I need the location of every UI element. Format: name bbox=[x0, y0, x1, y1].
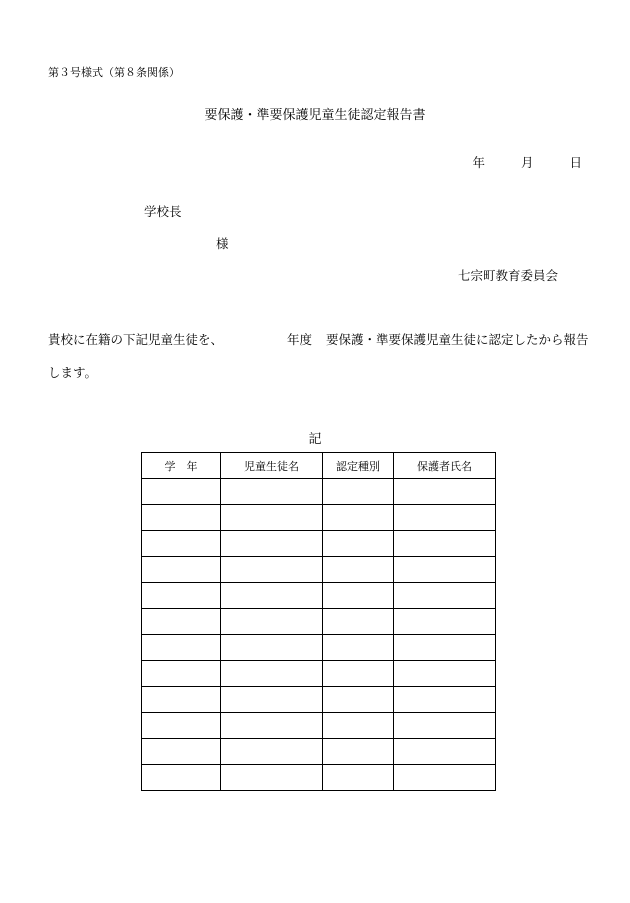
table-row bbox=[142, 505, 496, 531]
table-body bbox=[142, 479, 496, 791]
cell-certification-type bbox=[323, 739, 394, 765]
cell-certification-type bbox=[323, 765, 394, 791]
table-row bbox=[142, 557, 496, 583]
cell-grade bbox=[142, 583, 221, 609]
cell-student-name bbox=[221, 713, 323, 739]
body-text-line2: します。 bbox=[48, 365, 98, 380]
table-row bbox=[142, 531, 496, 557]
cell-grade bbox=[142, 557, 221, 583]
cell-guardian-name bbox=[394, 765, 496, 791]
header-certification-type: 認定種別 bbox=[323, 453, 394, 479]
cell-guardian-name bbox=[394, 739, 496, 765]
date-day-label: 日 bbox=[569, 155, 582, 170]
cell-student-name bbox=[221, 505, 323, 531]
date-year-label: 年 bbox=[472, 155, 485, 170]
cell-student-name bbox=[221, 609, 323, 635]
cell-student-name bbox=[221, 583, 323, 609]
table-row bbox=[142, 739, 496, 765]
document-title: 要保護・準要保護児童生徒認定報告書 bbox=[204, 108, 426, 123]
cell-guardian-name bbox=[394, 505, 496, 531]
cell-certification-type bbox=[323, 635, 394, 661]
cell-certification-type bbox=[323, 661, 394, 687]
cell-guardian-name bbox=[394, 713, 496, 739]
cell-grade bbox=[142, 765, 221, 791]
table-row bbox=[142, 687, 496, 713]
cell-guardian-name bbox=[394, 687, 496, 713]
sender: 七宗町教育委員会 bbox=[457, 268, 558, 283]
cell-certification-type bbox=[323, 609, 394, 635]
table-header-row bbox=[142, 453, 496, 479]
table-row bbox=[142, 609, 496, 635]
cell-guardian-name bbox=[394, 609, 496, 635]
cell-grade bbox=[142, 713, 221, 739]
body-text-part1: 貴校に在籍の下記児童生徒を、 bbox=[48, 332, 224, 347]
form-number: 第３号様式（第８条関係） bbox=[48, 66, 180, 79]
cell-student-name bbox=[221, 479, 323, 505]
cell-student-name bbox=[221, 765, 323, 791]
cell-grade bbox=[142, 505, 221, 531]
header-guardian-name: 保護者氏名 bbox=[394, 453, 496, 479]
cell-certification-type bbox=[323, 505, 394, 531]
honorific: 様 bbox=[216, 236, 229, 251]
body-year-label: 年度 bbox=[287, 332, 313, 347]
cell-student-name bbox=[221, 531, 323, 557]
header-student-name: 児童生徒名 bbox=[221, 453, 323, 479]
cell-guardian-name bbox=[394, 635, 496, 661]
table-row bbox=[142, 479, 496, 505]
body-text-part2: 要保護・準要保護児童生徒に認定したから報告 bbox=[326, 332, 589, 347]
cell-grade bbox=[142, 479, 221, 505]
cell-student-name bbox=[221, 635, 323, 661]
header-grade: 学 年 bbox=[142, 453, 221, 479]
cell-guardian-name bbox=[394, 583, 496, 609]
date-line bbox=[472, 153, 582, 171]
cell-grade bbox=[142, 609, 221, 635]
cell-guardian-name bbox=[394, 557, 496, 583]
cell-certification-type bbox=[323, 687, 394, 713]
table-row bbox=[142, 661, 496, 687]
date-month-label: 月 bbox=[520, 155, 534, 170]
body-text-line1 bbox=[48, 330, 589, 348]
cell-guardian-name bbox=[394, 479, 496, 505]
table-row bbox=[142, 713, 496, 739]
cell-student-name bbox=[221, 739, 323, 765]
addressee: 学校長 bbox=[144, 204, 182, 219]
cell-certification-type bbox=[323, 583, 394, 609]
ki-heading: 記 bbox=[308, 432, 322, 447]
cell-certification-type bbox=[323, 479, 394, 505]
cell-grade bbox=[142, 739, 221, 765]
cell-grade bbox=[142, 661, 221, 687]
cell-certification-type bbox=[323, 531, 394, 557]
records-table bbox=[141, 452, 496, 791]
cell-student-name bbox=[221, 557, 323, 583]
table-row bbox=[142, 635, 496, 661]
cell-guardian-name bbox=[394, 531, 496, 557]
cell-certification-type bbox=[323, 713, 394, 739]
table-row bbox=[142, 765, 496, 791]
cell-grade bbox=[142, 635, 221, 661]
cell-certification-type bbox=[323, 557, 394, 583]
cell-grade bbox=[142, 687, 221, 713]
table-row bbox=[142, 583, 496, 609]
cell-guardian-name bbox=[394, 661, 496, 687]
cell-student-name bbox=[221, 661, 323, 687]
cell-grade bbox=[142, 531, 221, 557]
cell-student-name bbox=[221, 687, 323, 713]
